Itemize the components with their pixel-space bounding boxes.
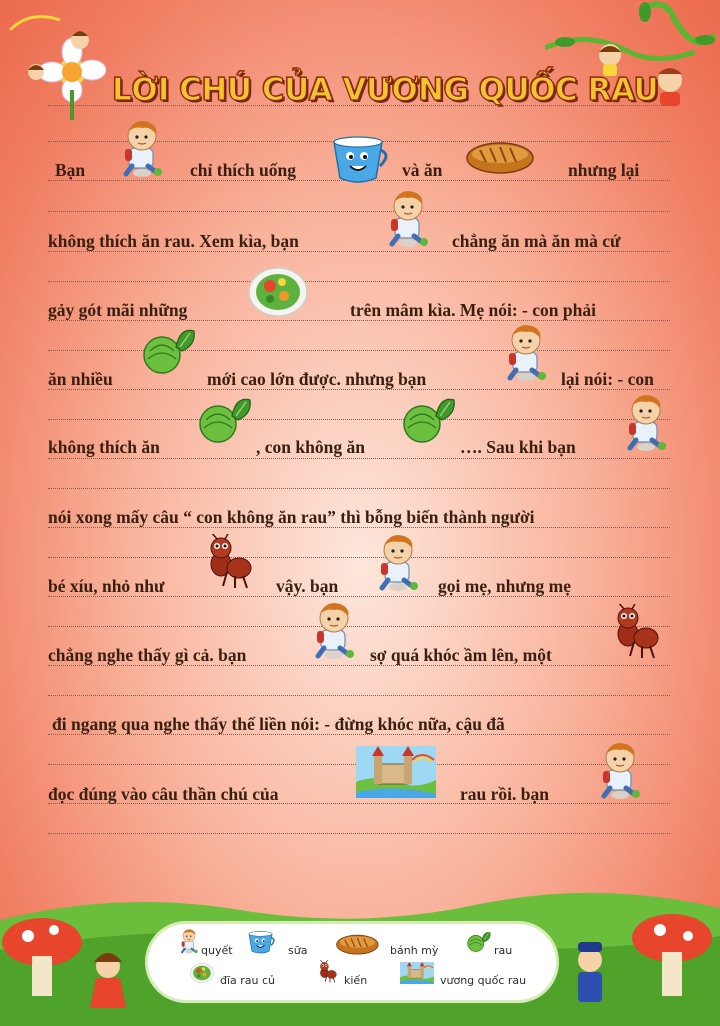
writing-line [48,458,670,459]
story-text: gảy gót mãi những [48,300,188,320]
legend-label-sua: sữa [288,944,308,957]
story-text: đi ngang qua nghe thấy thế liền nói: - đừng khóc nữa, cậu đã [52,714,505,734]
flower-decoration [0,0,130,120]
bread-icon [466,138,536,176]
ant-icon [318,960,338,984]
story-text: Bạn [55,160,86,180]
writing-line [48,557,670,558]
boy-icon [616,392,676,452]
legend-label-banh-my: bánh mỳ [390,944,439,957]
boy-icon [368,532,428,592]
story-text: chẳng ăn mà ăn mà cứ [452,231,621,251]
boy-icon [590,740,650,800]
legend-box [148,924,556,1000]
writing-line [48,695,670,696]
writing-line [48,211,670,212]
vegetable-kingdom-icon [400,962,434,984]
legend-label-kien: kiến [344,974,368,987]
story-text: , con không ăn [256,437,365,457]
story-text: không thích ăn rau. Xem kìa, bạn [48,231,299,251]
cabbage-icon [396,394,458,452]
story-text: mới cao lớn được. nhưng bạn [207,369,427,389]
story-text: sợ quá khóc ầm lên, một [370,645,552,665]
story-text: vậy. bạn [276,576,339,596]
story-text: chẳng nghe thấy gì cả. bạn [48,645,247,665]
story-text: trên mâm kìa. Mẹ nói: - con phải [350,300,596,320]
story-text: rau rồi. bạn [460,784,549,804]
vegetable-kingdom-icon [356,746,436,798]
story-text: nói xong mấy câu “ con không ăn rau” thì bỗng biến thành người [48,507,535,527]
cabbage-icon [136,325,198,383]
story-text: bé xíu, nhỏ như [48,576,165,596]
legend-label-vuong-quoc-rau: vương quốc rau [440,974,527,987]
boy-icon [112,118,172,178]
boy-icon [304,600,364,660]
boy-icon [378,188,438,248]
story-text: chỉ thích uống [190,160,296,180]
milk-cup-icon [246,930,276,954]
story-text: không thích ăn [48,437,160,457]
story-text: và ăn [402,160,443,180]
ant-icon [205,534,255,590]
cabbage-icon [464,930,492,956]
boy-icon [496,322,556,382]
writing-line [48,105,670,106]
vegetable-plate-icon [248,266,308,318]
story-text: đọc đúng vào câu thần chú của [48,784,279,804]
story-text: lại nói: - con [561,369,654,389]
cabbage-icon [192,394,254,452]
ant-icon [612,604,662,660]
vegetable-plate-icon [190,962,214,984]
bread-icon [336,932,380,956]
page-title: LỜI CHÚ CỦA VƯƠNG QUỐC RAU [112,72,659,108]
story-text: …. Sau khi bạn [460,437,576,457]
legend-label-quyet: quyết [201,944,233,957]
writing-line [48,833,670,834]
story-text: nhưng lại [568,160,640,180]
writing-line [48,281,670,282]
legend-label-dia-rau-cu: đĩa rau củ [220,974,276,987]
story-text: ăn nhiều [48,369,113,389]
milk-cup-icon [328,134,390,184]
boy-icon [176,928,202,954]
writing-line [48,419,670,420]
legend-label-rau: rau [494,944,513,957]
writing-line [48,488,670,489]
story-text: gọi mẹ, nhưng mẹ [438,576,572,596]
